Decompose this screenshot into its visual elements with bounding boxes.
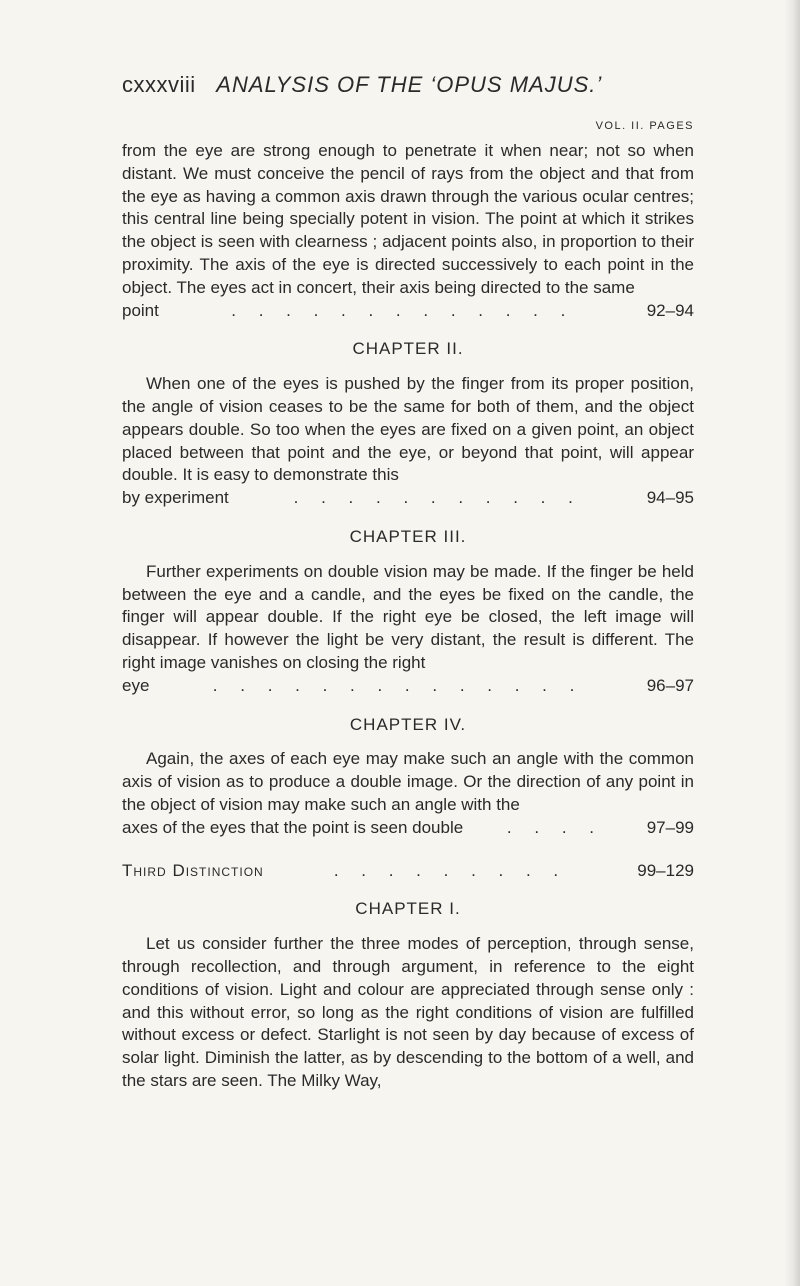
volume-pages-label: VOL. II. PAGES <box>595 120 694 132</box>
running-header <box>122 72 702 98</box>
leader-dots: . . . . . . . . . . . . . . <box>212 675 584 695</box>
chapter-heading: CHAPTER III. <box>349 526 467 546</box>
page-range: 92–94 <box>646 300 694 320</box>
chapter-page-reference <box>122 487 694 510</box>
page-range: 94–95 <box>646 488 694 508</box>
distinction-label: Third Distinction <box>122 860 264 880</box>
chapter-paragraph: When one of the eyes is pushed by the finger from its proper position, the angle of vision ceases to be the same for both of them, and the object appears double. So too when the eyes are fixed on a given point, an object placed between that point and the eye, or beyond that point, will appear double. It is easy to demonstrate this <box>122 374 694 485</box>
chapter-paragraph: Again, the axes of each eye may make such an angle with the common axis of vision as to produce a double image. Or the direction of any point in the object of vision may make such an angle with the <box>122 749 694 814</box>
section-page-reference <box>122 300 694 323</box>
page-range: 96–97 <box>646 675 694 695</box>
leader-dots: . . . . . . . . . . . . . <box>231 300 575 320</box>
chapter-page-reference <box>122 675 694 698</box>
page-range: 97–99 <box>646 817 694 837</box>
page-number: cxxxviii <box>122 72 196 97</box>
chapter-page-reference <box>122 817 694 840</box>
chapter-heading: CHAPTER I. <box>355 899 461 919</box>
leader-dots: . . . . . . . . . . . <box>293 488 582 508</box>
chapter-ii-section <box>122 373 694 510</box>
chapter-iii-section <box>122 561 694 698</box>
leader-dots: . . . . <box>506 817 603 837</box>
chapter-paragraph: Let us consider further the three modes of perception, through sense, through recollection, and through argument, in reference to the eight conditions of vision. Light and colour are appreciated through sense only : and this without error, so long as the right conditions of vision are fulfilled without excess or defect. Starlight is not seen by day because of excess of solar light. Diminish the latter, as by descending to the bottom of a well, and the stars are seen. The Milky Way, <box>122 934 694 1090</box>
distinction-heading <box>122 860 694 883</box>
section-paragraph: from the eye are strong enough to penetrate it when near; not so when distant. We must conceive the pencil of rays from the object and that from the eye as having a common axis drawn through the various ocular centres; this central line being specially potent in vision. The point at which it strikes the object is seen with clearness ; adjacent points also, in proportion to their proximity. The axis of the eye is directed successively to each point in the object. The eyes act in concert, their axis being directed to the same <box>122 141 694 297</box>
leader-dots: . . . . . . . . . <box>333 860 568 880</box>
chapter-last-words: eye <box>122 675 150 695</box>
section-continued <box>122 140 694 322</box>
chapter-iv-section <box>122 748 694 839</box>
chapter-paragraph: Further experiments on double vision may be made. If the finger be held between the eye and a candle, and the eyes be fixed on the candle, the finger will appear double. If the right eye be closed, the left image will disappear. If however the light be very distant, the result is different. The right image vanishes on closing the right <box>122 561 694 672</box>
page-edge-shadow <box>784 0 800 1286</box>
running-title: ANALYSIS OF THE ‘OPUS MAJUS.’ <box>216 72 603 97</box>
chapter-last-words: by experiment <box>122 488 229 508</box>
chapter-last-words: axes of the eyes that the point is seen double <box>122 817 464 837</box>
page-range: 99–129 <box>637 860 694 880</box>
chapter-i-section <box>122 933 694 1093</box>
section-last-words: point <box>122 300 159 320</box>
chapter-heading: CHAPTER IV. <box>349 714 467 734</box>
analysis-content <box>122 140 694 1093</box>
chapter-heading: CHAPTER II. <box>352 339 464 359</box>
